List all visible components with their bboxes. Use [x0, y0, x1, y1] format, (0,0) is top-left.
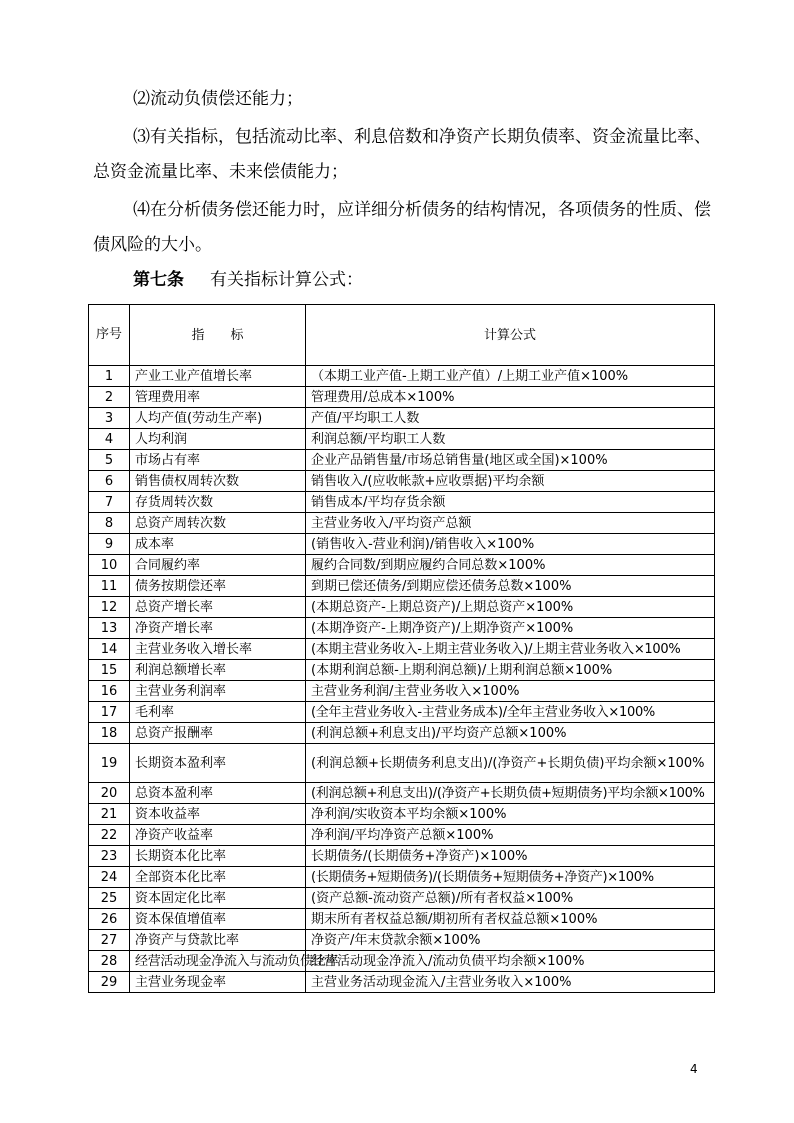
- table-row: [89, 450, 715, 471]
- table-row: [89, 555, 715, 576]
- row-no: 1: [89, 366, 130, 387]
- row-formula: (资产总额-流动资产总额)/所有者权益×100%: [306, 888, 715, 909]
- row-indicator: 主营业务现金率: [130, 972, 306, 993]
- row-no: 6: [89, 471, 130, 492]
- row-formula: （本期工业产值-上期工业产值）/上期工业产值×100%: [306, 366, 715, 387]
- row-no: 17: [89, 702, 130, 723]
- row-indicator: 总资产增长率: [130, 597, 306, 618]
- row-no: 19: [89, 744, 130, 783]
- table-row: [89, 867, 715, 888]
- row-formula: 长期债务/(长期债务+净资产)×100%: [306, 846, 715, 867]
- row-no: 25: [89, 888, 130, 909]
- indicator-formula-table: [88, 304, 715, 993]
- row-no: 15: [89, 660, 130, 681]
- table-row: [89, 618, 715, 639]
- table-row: [89, 408, 715, 429]
- row-no: 5: [89, 450, 130, 471]
- row-indicator: 资本固定化比率: [130, 888, 306, 909]
- page-number: 4: [690, 1062, 698, 1076]
- row-no: 21: [89, 804, 130, 825]
- row-indicator: 经营活动现金净流入与流动负债比率: [130, 951, 306, 972]
- header-formula: 计算公式: [306, 305, 715, 366]
- table-row: [89, 930, 715, 951]
- row-formula: (本期总资产-上期总资产)/上期总资产×100%: [306, 597, 715, 618]
- row-formula: 管理费用/总成本×100%: [306, 387, 715, 408]
- row-formula: 产值/平均职工人数: [306, 408, 715, 429]
- row-indicator: 净资产增长率: [130, 618, 306, 639]
- row-formula: (利润总额+长期债务利息支出)/(净资产+长期负债)平均余额×100%: [306, 744, 715, 783]
- table-row: [89, 909, 715, 930]
- table-row: [89, 387, 715, 408]
- row-no: 16: [89, 681, 130, 702]
- row-indicator: 市场占有率: [130, 450, 306, 471]
- table-row: [89, 513, 715, 534]
- row-indicator: 净资产收益率: [130, 825, 306, 846]
- row-formula: 到期已偿还债务/到期应偿还债务总数×100%: [306, 576, 715, 597]
- row-formula: 利润总额/平均职工人数: [306, 429, 715, 450]
- table-row: [89, 744, 715, 783]
- paragraph-debt-structure-analysis: ⑷在分析债务偿还能力时，应详细分析债务的结构情况，各项债务的性质、偿债风险的大小。: [93, 200, 711, 255]
- table-row: [89, 534, 715, 555]
- row-indicator: 长期资本盈利率: [130, 744, 306, 783]
- table-row: [89, 951, 715, 972]
- row-indicator: 债务按期偿还率: [130, 576, 306, 597]
- row-indicator: 长期资本化比率: [130, 846, 306, 867]
- row-indicator: 主营业务收入增长率: [130, 639, 306, 660]
- article-label: 第七条: [133, 270, 184, 290]
- row-indicator: 存货周转次数: [130, 492, 306, 513]
- header-no: 序号: [89, 305, 130, 366]
- row-formula: (利润总额+利息支出)/(净资产+长期负债+短期债务)平均余额×100%: [306, 783, 715, 804]
- row-formula: (本期主营业务收入-上期主营业务收入)/上期主营业务收入×100%: [306, 639, 715, 660]
- row-no: 11: [89, 576, 130, 597]
- row-no: 18: [89, 723, 130, 744]
- paragraph-related-indicators: ⑶有关指标，包括流动比率、利息倍数和净资产长期负债率、资金流量比率、总资金流量比率、未来偿债能力；: [93, 127, 711, 182]
- row-formula: (销售收入-营业利润)/销售收入×100%: [306, 534, 715, 555]
- table-row: [89, 888, 715, 909]
- table-row: [89, 366, 715, 387]
- row-indicator: 人均产值(劳动生产率): [130, 408, 306, 429]
- row-no: 28: [89, 951, 130, 972]
- row-indicator: 总资产报酬率: [130, 723, 306, 744]
- table-row: [89, 681, 715, 702]
- row-formula: 净利润/平均净资产总额×100%: [306, 825, 715, 846]
- row-indicator: 成本率: [130, 534, 306, 555]
- row-indicator: 人均利润: [130, 429, 306, 450]
- table-row: [89, 972, 715, 993]
- row-indicator: 资本保值增值率: [130, 909, 306, 930]
- row-no: 14: [89, 639, 130, 660]
- row-no: 26: [89, 909, 130, 930]
- table-row: [89, 783, 715, 804]
- row-formula: (本期利润总额-上期利润总额)/上期利润总额×100%: [306, 660, 715, 681]
- row-formula: 销售成本/平均存货余额: [306, 492, 715, 513]
- row-formula: (利润总额+利息支出)/平均资产总额×100%: [306, 723, 715, 744]
- row-formula: 主营业务利润/主营业务收入×100%: [306, 681, 715, 702]
- table-row: [89, 702, 715, 723]
- table-row: [89, 471, 715, 492]
- row-formula: 主营业务活动现金流入/主营业务收入×100%: [306, 972, 715, 993]
- row-formula: 净利润/实收资本平均余额×100%: [306, 804, 715, 825]
- header-indicator: 指 标: [130, 305, 306, 366]
- table-row: [89, 804, 715, 825]
- row-formula: 企业产品销售量/市场总销售量(地区或全国)×100%: [306, 450, 715, 471]
- row-formula: 销售收入/(应收帐款+应收票据)平均余额: [306, 471, 715, 492]
- row-no: 29: [89, 972, 130, 993]
- table-row: [89, 576, 715, 597]
- row-no: 24: [89, 867, 130, 888]
- row-indicator: 总资产周转次数: [130, 513, 306, 534]
- table-row: [89, 825, 715, 846]
- table-row: [89, 597, 715, 618]
- row-formula: (全年主营业务收入-主营业务成本)/全年主营业务收入×100%: [306, 702, 715, 723]
- row-no: 8: [89, 513, 130, 534]
- article-heading: [133, 265, 363, 295]
- row-no: 20: [89, 783, 130, 804]
- row-no: 3: [89, 408, 130, 429]
- table-row: [89, 492, 715, 513]
- row-no: 27: [89, 930, 130, 951]
- row-formula: 主营业务收入/平均资产总额: [306, 513, 715, 534]
- row-no: 7: [89, 492, 130, 513]
- row-indicator: 合同履约率: [130, 555, 306, 576]
- row-formula: 经营活动现金净流入/流动负债平均余额×100%: [306, 951, 715, 972]
- row-formula: 期末所有者权益总额/期初所有者权益总额×100%: [306, 909, 715, 930]
- row-indicator: 销售债权周转次数: [130, 471, 306, 492]
- row-no: 4: [89, 429, 130, 450]
- table-row: [89, 660, 715, 681]
- row-no: 9: [89, 534, 130, 555]
- row-indicator: 产业工业产值增长率: [130, 366, 306, 387]
- row-indicator: 毛利率: [130, 702, 306, 723]
- table-row: [89, 639, 715, 660]
- row-indicator: 净资产与贷款比率: [130, 930, 306, 951]
- row-indicator: 全部资本化比率: [130, 867, 306, 888]
- row-formula: 履约合同数/到期应履约合同总数×100%: [306, 555, 715, 576]
- article-title: 有关指标计算公式：: [210, 270, 363, 290]
- row-indicator: 利润总额增长率: [130, 660, 306, 681]
- row-indicator: 主营业务利润率: [130, 681, 306, 702]
- row-indicator: 资本收益率: [130, 804, 306, 825]
- paragraph-current-liability-repayment: ⑵流动负债偿还能力；: [133, 89, 303, 109]
- table-row: [89, 846, 715, 867]
- table-row: [89, 429, 715, 450]
- row-no: 23: [89, 846, 130, 867]
- table-header-row: [89, 305, 715, 366]
- row-no: 12: [89, 597, 130, 618]
- table-row: [89, 723, 715, 744]
- row-formula: 净资产/年末贷款余额×100%: [306, 930, 715, 951]
- row-indicator: 管理费用率: [130, 387, 306, 408]
- row-formula: (长期债务+短期债务)/(长期债务+短期债务+净资产)×100%: [306, 867, 715, 888]
- row-no: 22: [89, 825, 130, 846]
- row-indicator: 总资本盈利率: [130, 783, 306, 804]
- row-no: 13: [89, 618, 130, 639]
- row-no: 10: [89, 555, 130, 576]
- row-formula: (本期净资产-上期净资产)/上期净资产×100%: [306, 618, 715, 639]
- row-no: 2: [89, 387, 130, 408]
